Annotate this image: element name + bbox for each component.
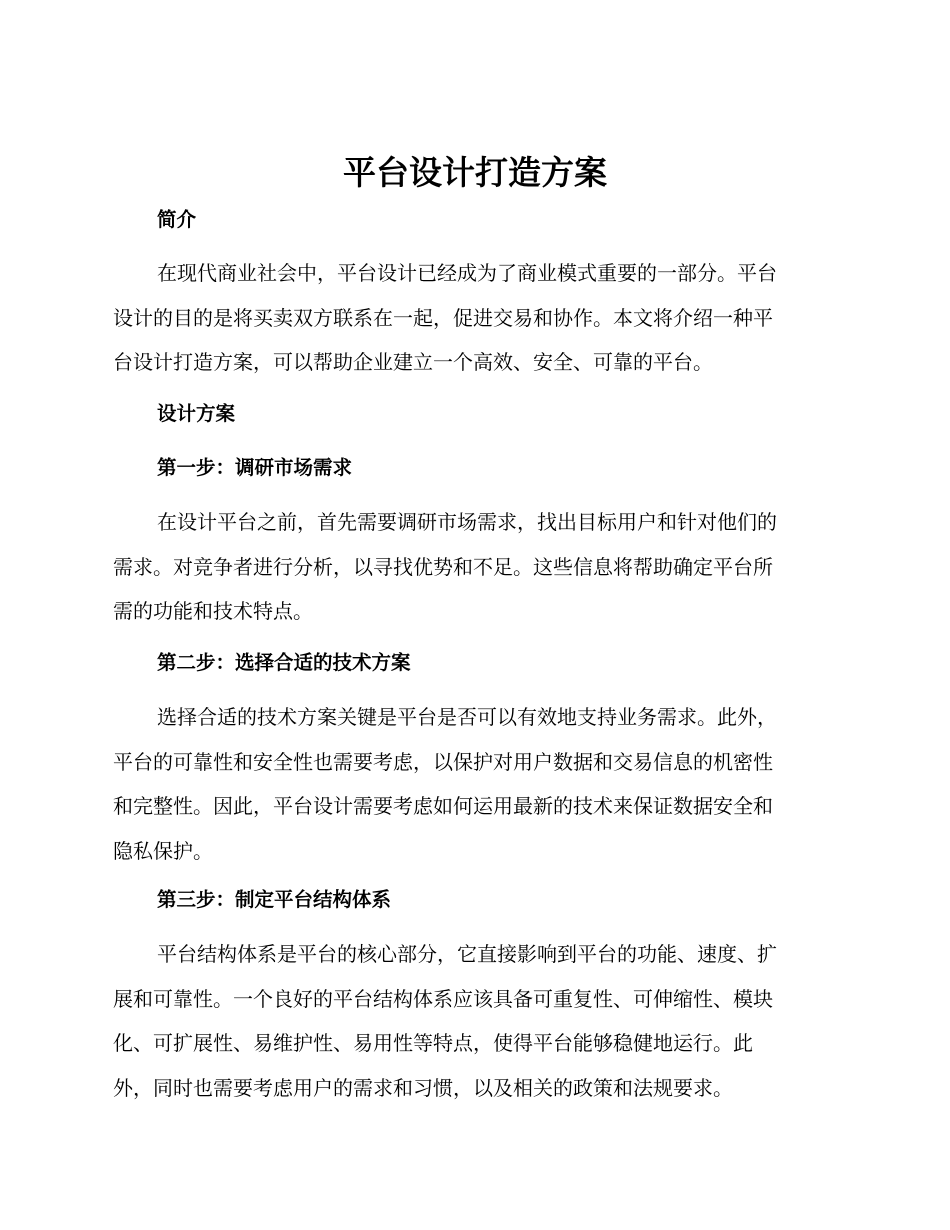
step1-line: 需求。对竞争者进行分析，以寻找优势和不足。这些信息将帮助确定平台所 [113,554,773,579]
design-heading: 设计方案 [157,402,236,425]
step2-paragraph [113,695,831,873]
step2-line: 选择合适的技术方案关键是平台是否可以有效地支持业务需求。此外， [157,705,777,729]
intro-heading: 简介 [157,208,197,231]
intro-line: 设计的目的是将买卖双方联系在一起，促进交易和协作。本文将介绍一种平 [113,305,773,330]
step2-heading: 第二步：选择合适的技术方案 [157,651,411,674]
step3-line: 化、可扩展性、易维护性、易用性等特点，使得平台能够稳健地运行。此 [113,1031,753,1055]
step2-line: 隐私保护。 [113,838,213,863]
step2-line: 平台的可靠性和安全性也需要考虑，以保护对用户数据和交易信息的机密性 [113,749,773,774]
step1-line: 在设计平台之前，首先需要调研市场需求，找出目标用户和针对他们的 [157,510,777,534]
intro-paragraph [113,251,831,385]
step2-line: 和完整性。因此，平台设计需要考虑如何运用最新的技术来保证数据安全和 [113,794,773,818]
step3-heading: 第三步：制定平台结构体系 [157,888,392,911]
intro-line: 在现代商业社会中，平台设计已经成为了商业模式重要的一部分。平台 [157,261,777,285]
step3-line: 平台结构体系是平台的核心部分，它直接影响到平台的功能、速度、扩 [157,942,777,966]
step1-paragraph [113,500,831,634]
intro-line: 台设计打造方案，可以帮助企业建立一个高效、安全、可靠的平台。 [113,350,713,374]
step3-line: 展和可靠性。一个良好的平台结构体系应该具备可重复性、可伸缩性、模块 [113,986,773,1011]
step3-paragraph [113,932,831,1110]
step1-heading: 第一步：调研市场需求 [157,456,353,479]
step1-line: 需的功能和技术特点。 [113,599,313,623]
step3-line: 外，同时也需要考虑用户的需求和习惯，以及相关的政策和法规要求。 [113,1075,733,1100]
document-title: 平台设计打造方案 [343,153,607,192]
